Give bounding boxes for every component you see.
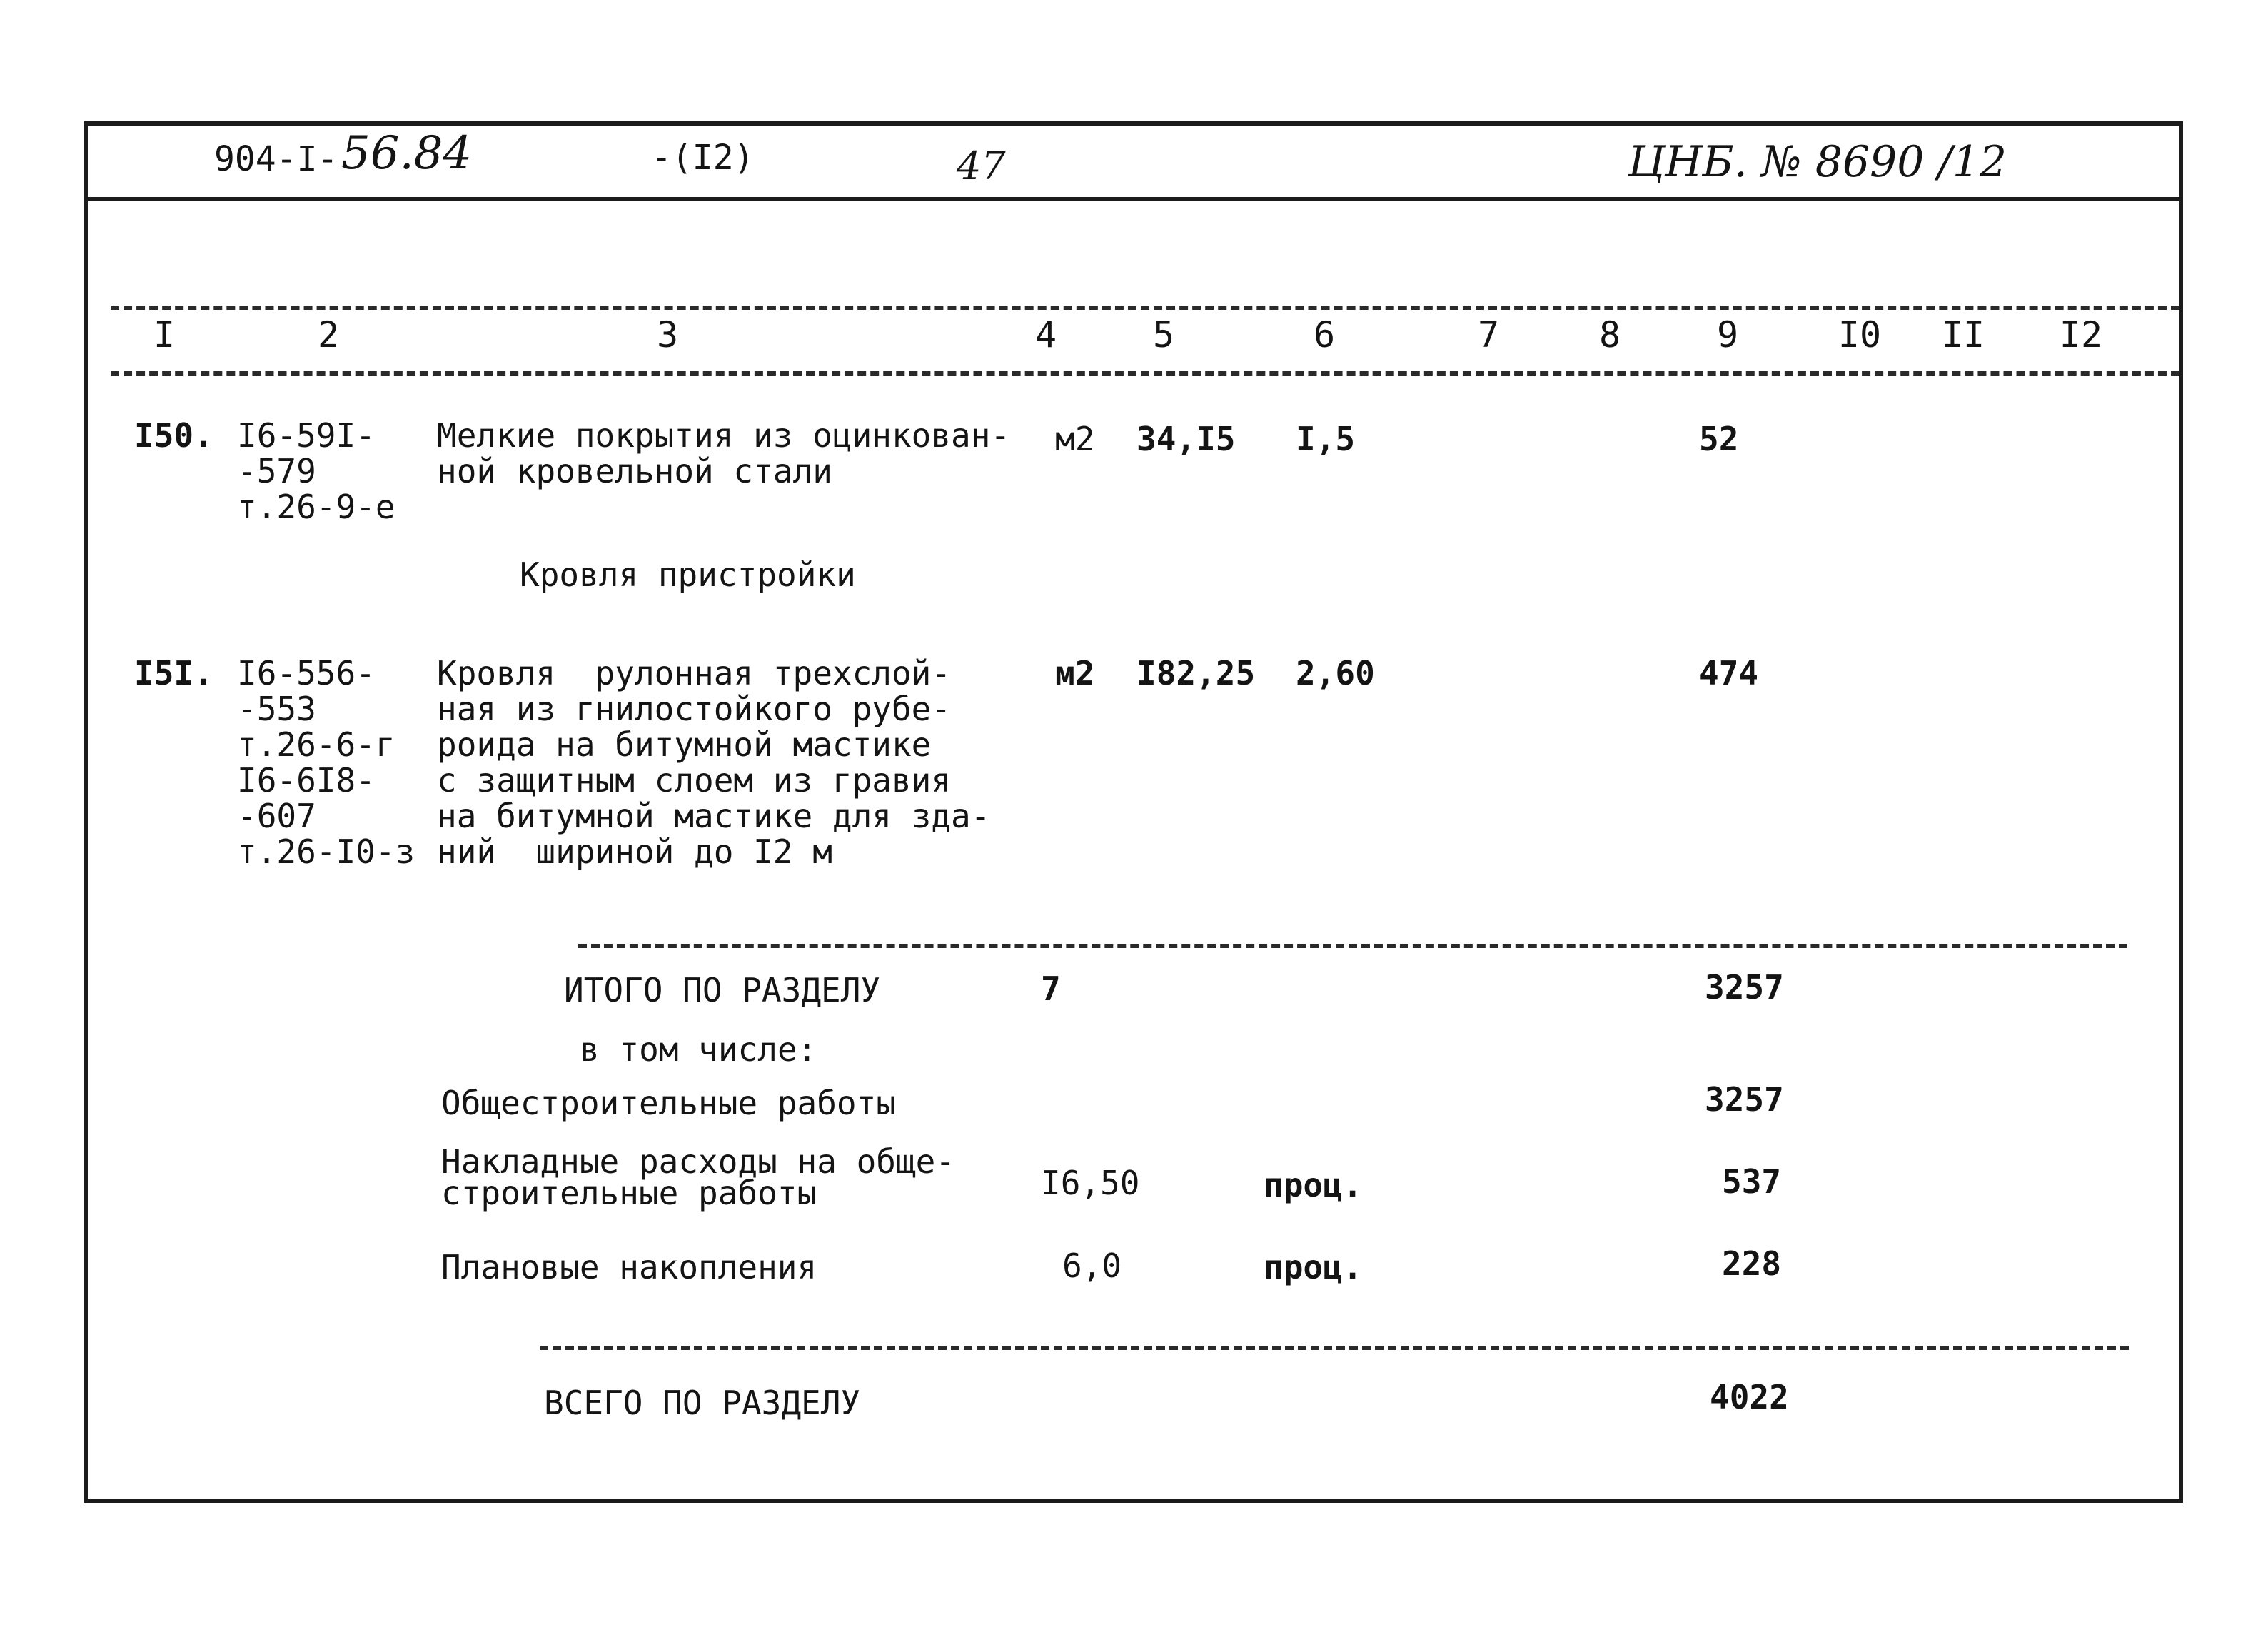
general-works-value: 3257 (1705, 1080, 1784, 1119)
column-header-9: 9 (1716, 314, 1739, 356)
row-150-total: 52 (1699, 420, 1739, 458)
column-header-bottom-rule (111, 371, 2179, 376)
row-151-unit: м2 (1055, 654, 1095, 692)
row-151-number: I5I. (134, 654, 213, 692)
header-rule (84, 197, 2183, 201)
row-151-price: 2,60 (1296, 654, 1375, 692)
itogo-label: ИТОГО ПО РАЗДЕЛУ (564, 971, 881, 1009)
planned-value: 228 (1722, 1244, 1782, 1283)
row-150-number: I50. (134, 416, 213, 455)
itogo-value: 3257 (1705, 968, 1784, 1007)
itogo-section: 7 (1041, 969, 1061, 1008)
planned-label: Плановые накопления (441, 1248, 817, 1286)
column-header-5: 5 (1152, 314, 1175, 356)
planned-unit: проц. (1264, 1248, 1363, 1286)
row-151-code: I6-556- -553 т.26-6-г I6-6I8- -607 т.26-I0-з (237, 654, 415, 871)
doc-code-printed: 904-I- (214, 139, 338, 179)
row-150-description: Мелкие покрытия из оцинкован- ной кровельной стали (437, 416, 1011, 490)
total-value: 4022 (1710, 1378, 1789, 1416)
overhead-label: Накладные расходы на обще- строительные работы (441, 1142, 956, 1212)
column-header-4: 4 (1034, 314, 1057, 356)
summary-top-rule (578, 944, 2127, 948)
column-header-1: I (153, 314, 176, 356)
column-header-7: 7 (1477, 314, 1500, 356)
page-number: 47 (957, 143, 1006, 188)
column-header-11: II (1941, 314, 1985, 356)
row-150-quantity: 34,I5 (1136, 420, 1236, 458)
row-150-price: I,5 (1296, 420, 1356, 458)
inventory-number: ЦНБ. № 8690 /12 (1628, 137, 2007, 187)
row-150-unit: м2 (1055, 420, 1095, 458)
planned-rate: 6,0 (1062, 1246, 1122, 1285)
column-header-top-rule (111, 306, 2179, 310)
overhead-value: 537 (1722, 1162, 1782, 1201)
part-number: -(I2) (651, 138, 755, 178)
row-151-description: Кровля рулонная трехслой- ная из гнилостойкого рубе- роида на битумной мастике с защитным слоем из гравия на битумной мастике для зда- ний шириной до I2 м (437, 654, 991, 871)
column-header-8: 8 (1598, 314, 1621, 356)
doc-code-handwritten: 56.84 (341, 127, 473, 180)
total-top-rule (540, 1346, 2129, 1350)
column-header-12: I2 (2059, 314, 2103, 356)
row-151-total: 474 (1699, 654, 1759, 692)
general-works-label: Общестроительные работы (441, 1084, 896, 1122)
overhead-unit: проц. (1264, 1166, 1363, 1204)
column-header-2: 2 (317, 314, 340, 356)
column-header-3: 3 (656, 314, 679, 356)
overhead-rate: I6,50 (1041, 1164, 1140, 1202)
subheading-annex-roof: Кровля пристройки (520, 555, 856, 594)
row-151-quantity: I82,25 (1136, 654, 1256, 692)
column-header-10: I0 (1838, 314, 1882, 356)
row-150-code: I6-59I- -579 т.26-9-е (237, 416, 395, 526)
total-label: ВСЕГО ПО РАЗДЕЛУ (544, 1384, 861, 1422)
column-header-6: 6 (1313, 314, 1336, 356)
including-label: в том числе: (580, 1030, 817, 1069)
